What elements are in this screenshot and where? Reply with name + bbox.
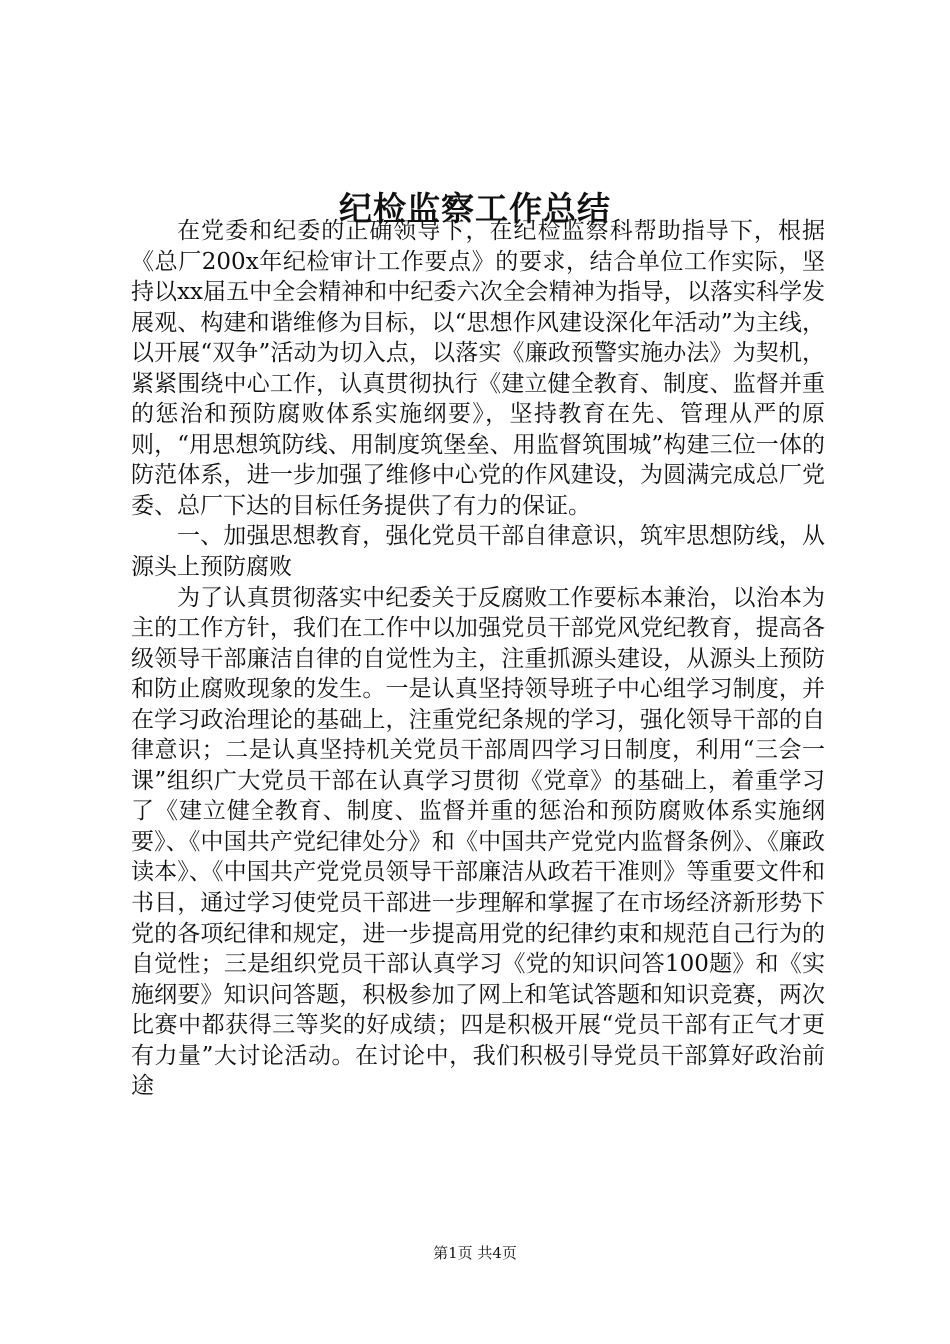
document-body	[131, 216, 825, 1102]
section-heading-1: 一、加强思想教育，强化党员干部自律意识，筑牢思想防线，从源头上预防腐败	[131, 523, 825, 581]
document-title: 纪检监察工作总结	[339, 189, 611, 228]
page-footer: 第1页 共4页	[433, 1244, 517, 1262]
section-1-paragraph: 为了认真贯彻落实中纪委关于反腐败工作要标本兼治，以治本为主的工作方针，我们在工作中以加强党员干部党风党纪教育，提高各级领导干部廉洁自律的自觉性为主，注重抓源头建设，从源头上预防和防止腐败现象的发生。一是认真坚持领导班子中心组学习制度，并在学习政治理论的基础上，注重党纪条规的学习，强化领导干部的自律意识；二是认真坚持机关党员干部周四学习日制度，利用“三会一课”组织广大党员干部在认真学习贯彻《党章》的基础上，着重学习了《建立健全教育、制度、监督并重的惩治和预防腐败体系实施纲要》、《中国共产党纪律处分》和《中国共产党党内监督条例》、《廉政读本》、《中国共产党党员领导干部廉洁从政若干准则》等重要文件和书目，通过学习使党员干部进一步理解和掌握了在市场经济新形势下党的各项纪律和规定，进一步提高用党的纪律约束和规范自己行为的自觉性；三是组织党员干部认真学习《党的知识问答100题》和《实施纲要》知识问答题，积极参加了网上和笔试答题和知识竞赛，两次比赛中都获得三等奖的好成绩；四是积极开展“党员干部有正气才更有力量”大讨论活动。在讨论中，我们积极引导党员干部算好政治前途	[131, 584, 825, 1100]
intro-paragraph: 在党委和纪委的正确领导下，在纪检监察科帮助指导下，根据《总厂200x年纪检审计工作要点》的要求，结合单位工作实际，坚持以xx届五中全会精神和中纪委六次全会精神为指导，以落实科学发展观、构建和谐维修为目标，以“思想作风建设深化年活动”为主线，以开展“双争”活动为切入点，以落实《廉政预警实施办法》为契机，紧紧围绕中心工作，认真贯彻执行《建立健全教育、制度、监督并重的惩治和预防腐败体系实施纲要》，坚持教育在先、管理从严的原则，“用思想筑防线、用制度筑堡垒、用监督筑围城”构建三位一体的防范体系，进一步加强了维修中心党的作风建设，为圆满完成总厂党委、总厂下达的目标任务提供了有力的保证。	[131, 218, 825, 519]
